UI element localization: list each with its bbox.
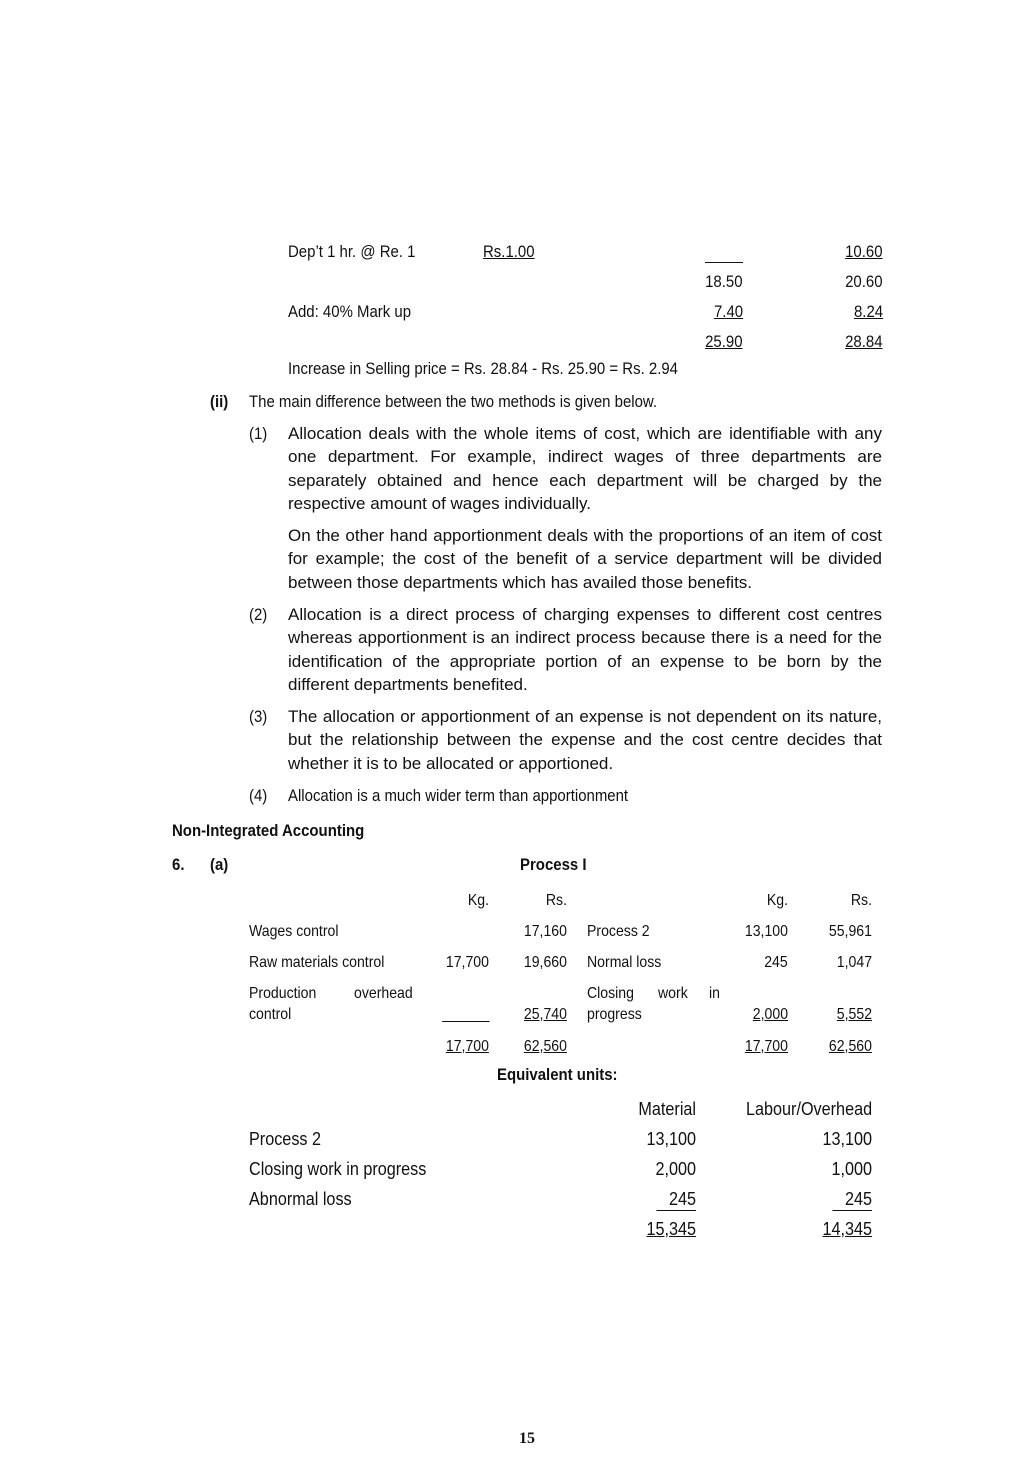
eq-row-2-material: 2,000 xyxy=(655,1159,696,1179)
markup-col2: 8.24 xyxy=(853,302,883,321)
debit-1-particulars: Wages control xyxy=(249,923,339,940)
part-ii-marker: (ii) xyxy=(210,392,229,411)
header-labour-overhead: Labour/Overhead xyxy=(745,1099,872,1119)
dept-row-col1-blank xyxy=(705,262,743,263)
point-2-number: (2) xyxy=(249,605,268,624)
eq-row-3-labour: 245 xyxy=(832,1189,872,1211)
section-heading: Non-Integrated Accounting xyxy=(172,821,365,840)
eq-row-2-labour: 1,000 xyxy=(831,1159,872,1179)
point-3-number: (3) xyxy=(249,707,268,726)
credit-3-kg: 2,000 xyxy=(752,1006,788,1023)
page-number: 15 xyxy=(519,1430,535,1447)
total-kg-left: 17,700 xyxy=(445,1038,489,1055)
dept-row-col2: 10.60 xyxy=(845,242,883,261)
dept-row-label: Dep’t 1 hr. @ Re. 1 xyxy=(288,242,416,261)
point-2-text: Allocation is a direct process of charging expenses to different cost centres whereas apportionment is an indirect process because there is a need for the identification of the appropriate portion of an expense to be born by the different departments benefited. xyxy=(288,605,882,694)
eq-row-3-material: 245 xyxy=(656,1189,696,1211)
credit-1-kg: 13,100 xyxy=(744,923,788,940)
eq-total-labour: 14,345 xyxy=(822,1219,872,1239)
debit-1-rs: 17,160 xyxy=(523,923,567,940)
debit-2-kg: 17,700 xyxy=(445,954,489,971)
credit-2-particulars: Normal loss xyxy=(587,954,662,971)
eq-row-1-labour: 13,100 xyxy=(822,1129,872,1149)
debit-3-particulars-word2: overhead xyxy=(354,985,413,1002)
question-part: (a) xyxy=(210,855,229,874)
point-1-text: Allocation deals with the whole items of cost, which are identifiable with any one department. For example, indirect wages of three departments are separately obtained and hence each department will be charged by the respective amount of wages individually. xyxy=(288,424,882,513)
credit-2-rs: 1,047 xyxy=(836,954,872,971)
subtotal-col1: 18.50 xyxy=(705,272,743,291)
question-number: 6. xyxy=(172,855,185,874)
debit-3-rs: 25,740 xyxy=(523,1006,567,1023)
eq-row-2-label: Closing work in progress xyxy=(249,1159,427,1179)
total-col1: 25.90 xyxy=(705,332,743,351)
eq-row-1-material: 13,100 xyxy=(646,1129,696,1149)
increase-text: Increase in Selling price = Rs. 28.84 - Rs. 25.90 = Rs. 2.94 xyxy=(288,359,679,378)
header-kg-left: Kg. xyxy=(467,892,489,909)
markup-label: Add: 40% Mark up xyxy=(288,302,412,321)
debit-3-particulars-line2: control xyxy=(249,1006,292,1023)
credit-1-particulars: Process 2 xyxy=(587,923,650,940)
credit-3-particulars-line2: progress xyxy=(587,1006,642,1023)
point-1-continuation: On the other hand apportionment deals with the proportions of an item of cost for example; the cost of the benefit of a service department will be divided between those departments which has availed those benefits. xyxy=(288,526,882,592)
total-col2: 28.84 xyxy=(845,332,883,351)
credit-3-particulars-word2: work xyxy=(658,985,688,1002)
eq-total-material: 15,345 xyxy=(646,1219,696,1239)
header-rs-left: Rs. xyxy=(545,892,567,909)
debit-3-kg: ______ xyxy=(442,1006,489,1023)
credit-1-rs: 55,961 xyxy=(828,923,872,940)
credit-3-particulars-word3: in xyxy=(709,985,720,1002)
credit-3-particulars-word1: Closing xyxy=(587,985,634,1002)
markup-col1: 7.40 xyxy=(713,302,743,321)
subtotal-col2: 20.60 xyxy=(845,272,883,291)
total-kg-right: 17,700 xyxy=(744,1038,788,1055)
equivalent-units-title: Equivalent units: xyxy=(497,1065,618,1084)
point-1-number: (1) xyxy=(249,424,268,443)
eq-row-1-label: Process 2 xyxy=(249,1129,322,1149)
point-4-number: (4) xyxy=(249,786,268,805)
debit-3-particulars-word1: Production xyxy=(249,985,317,1002)
point-3-text: The allocation or apportionment of an expense is not dependent on its nature, but the relationship between the expense and the cost centre decides that whether it is to be allocated or apportioned. xyxy=(288,707,882,773)
debit-2-rs: 19,660 xyxy=(523,954,567,971)
part-ii-intro: The main difference between the two methods is given below. xyxy=(249,392,658,411)
total-rs-left: 62,560 xyxy=(523,1038,567,1055)
point-4-text: Allocation is a much wider term than apportionment xyxy=(288,786,629,805)
eq-row-3-label: Abnormal loss xyxy=(249,1189,352,1209)
process-account-title: Process I xyxy=(520,855,587,874)
credit-2-kg: 245 xyxy=(764,954,788,971)
debit-2-particulars: Raw materials control xyxy=(249,954,385,971)
header-material: Material xyxy=(638,1099,696,1119)
dept-row-rate: Rs.1.00 xyxy=(483,242,535,261)
total-rs-right: 62,560 xyxy=(828,1038,872,1055)
header-rs-right: Rs. xyxy=(850,892,872,909)
credit-3-rs: 5,552 xyxy=(836,1006,872,1023)
header-kg-right: Kg. xyxy=(766,892,788,909)
